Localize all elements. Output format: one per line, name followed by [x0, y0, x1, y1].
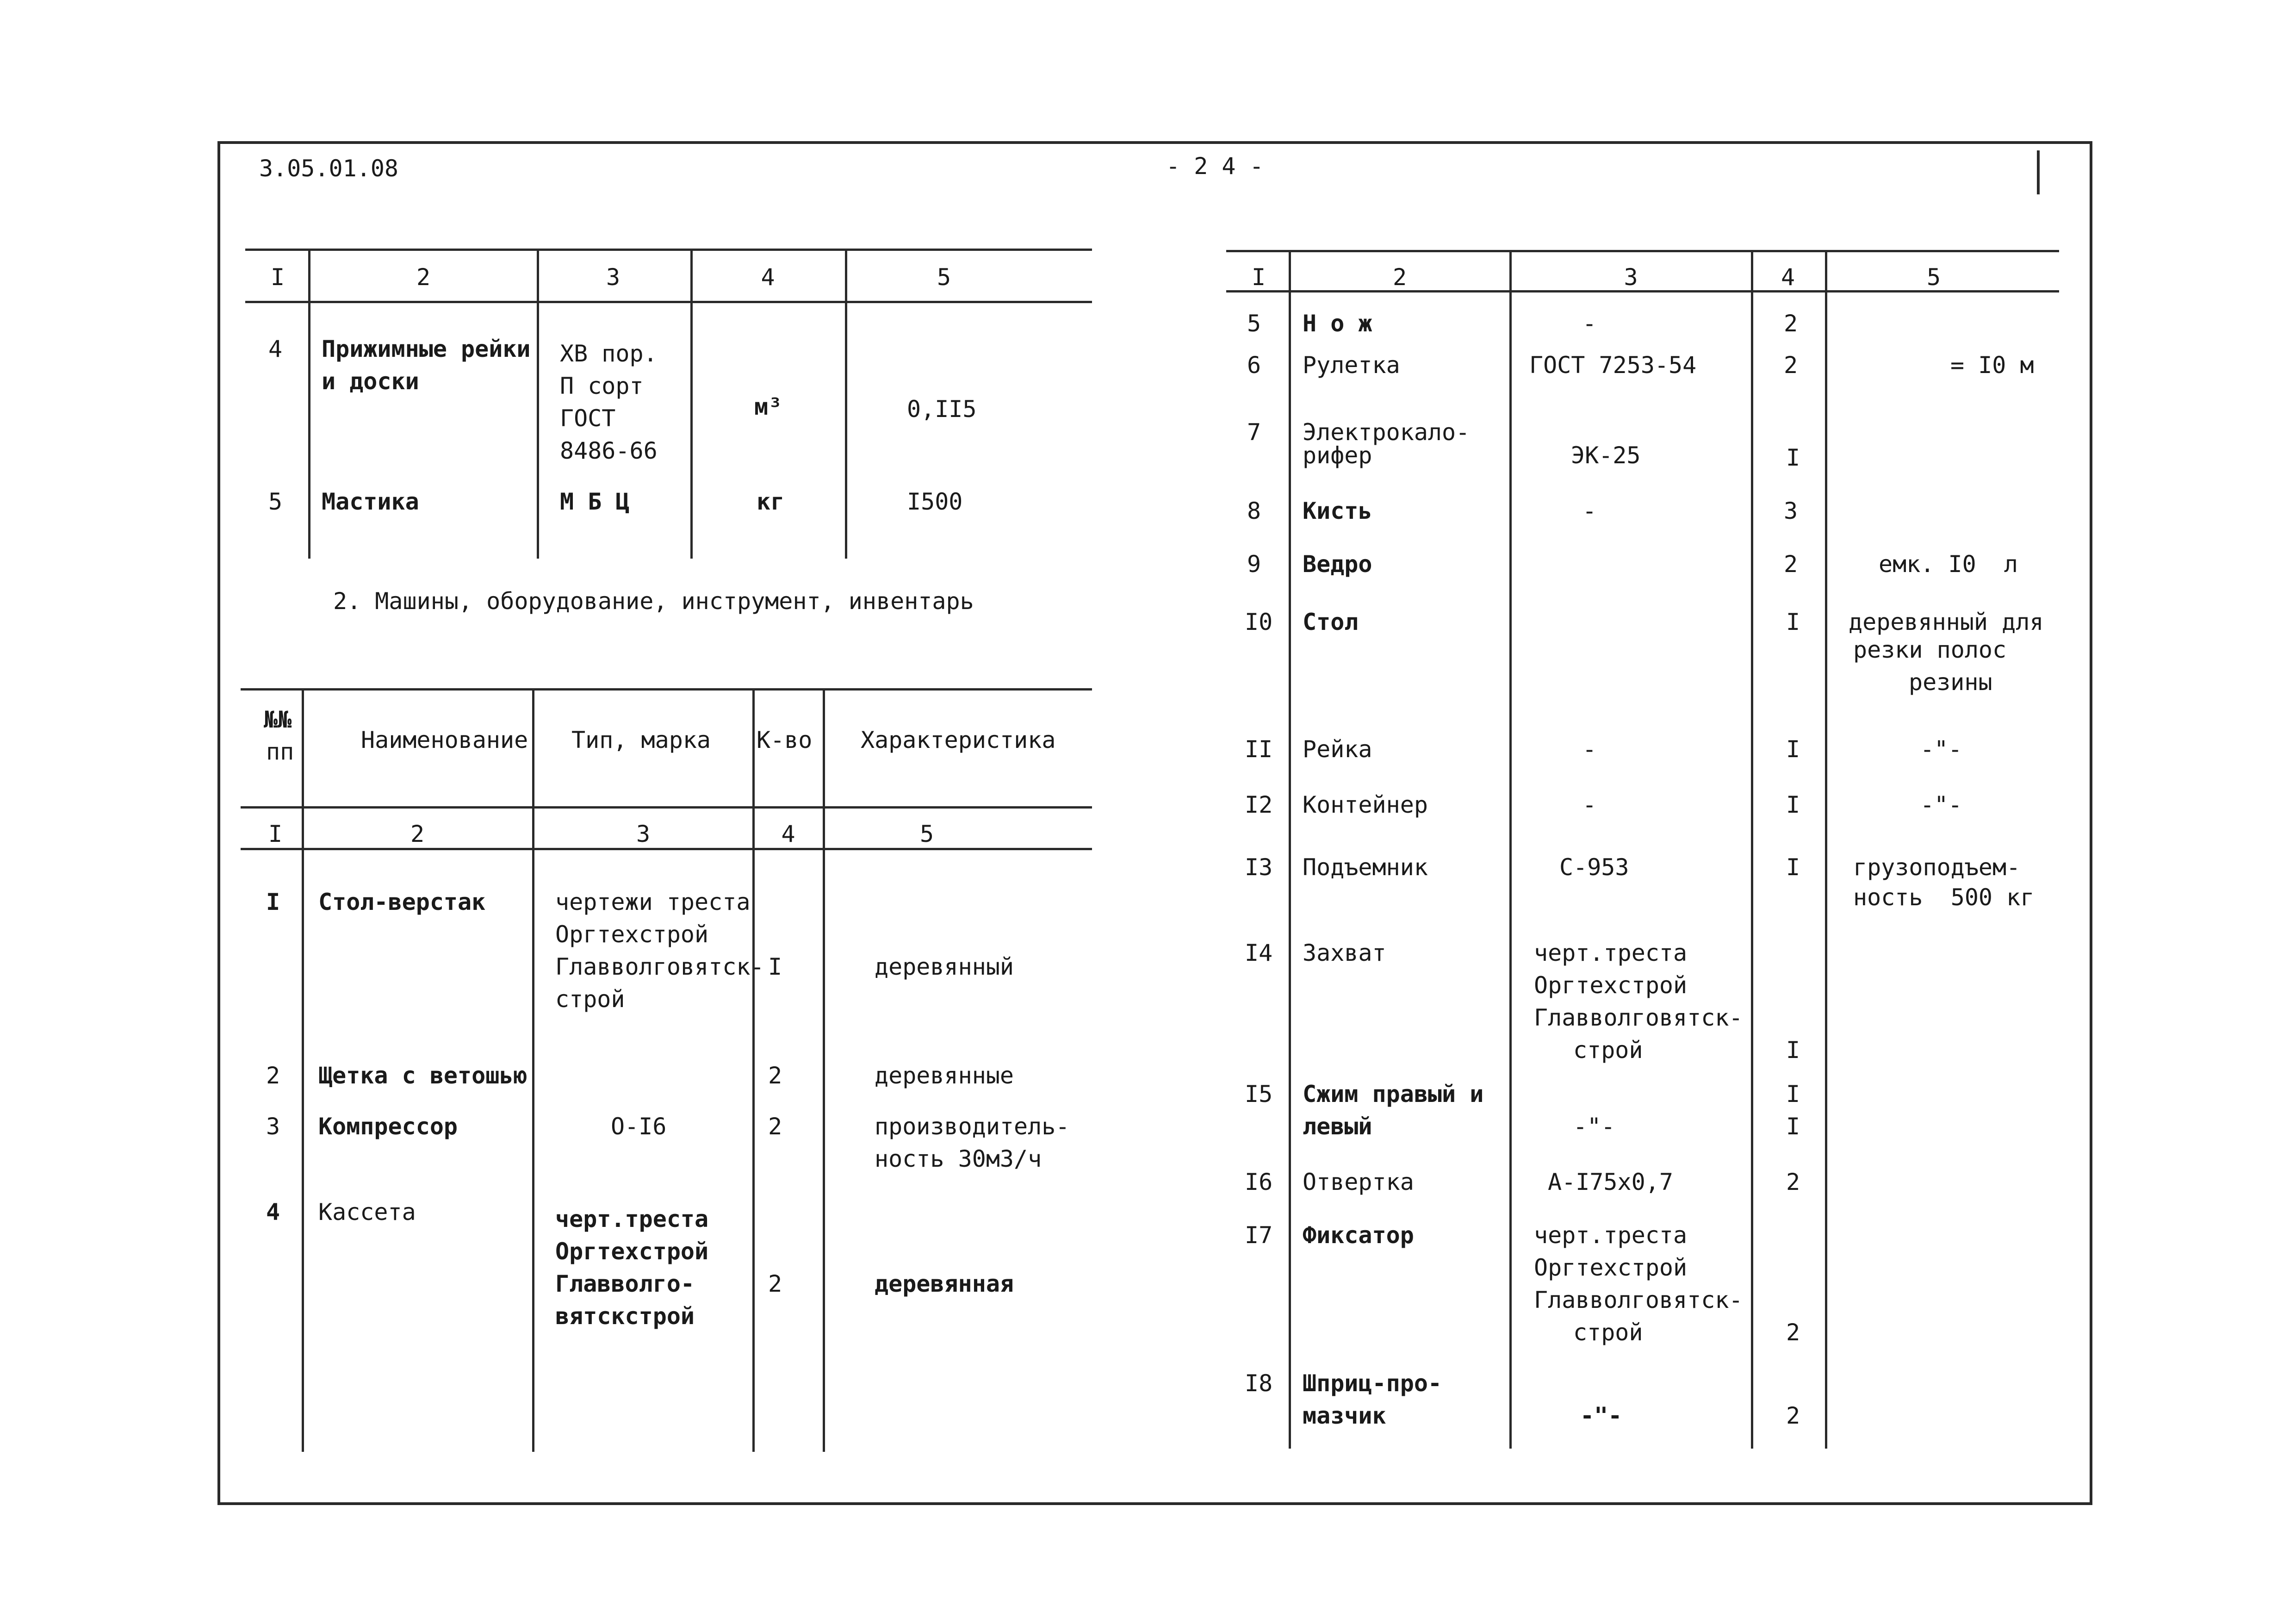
r-col-1: I — [1251, 264, 1266, 291]
r-row-qty: I — [1786, 1113, 1800, 1140]
eq-colnum: 3 — [636, 821, 651, 847]
r-row-num: 7 — [1247, 419, 1261, 446]
r-row-char: резины — [1909, 669, 1992, 696]
r-row-char: емк. I0 л — [1879, 551, 2018, 578]
r-row-type: ЭК-25 — [1571, 442, 1641, 469]
eq-row-qty: 2 — [768, 1270, 782, 1297]
r-row-qty: 2 — [1786, 1169, 1800, 1195]
mat-row-type: ГОСТ — [560, 405, 616, 432]
eq-row-char: ность 30м3/ч — [875, 1145, 1042, 1172]
eq-row-char: производитель- — [875, 1113, 1070, 1140]
eq-row-num: 2 — [266, 1062, 280, 1089]
r-row-type: С-953 — [1559, 854, 1629, 881]
eq-row-char: деревянный — [875, 953, 1014, 980]
r-row-type: А-I75х0,7 — [1548, 1169, 1673, 1195]
mat-row-num: 5 — [268, 488, 283, 515]
eq-colnum: 2 — [410, 821, 425, 847]
r-row-qty: I — [1786, 444, 1800, 471]
eq-row-type: Оргтехстрой — [555, 1238, 709, 1265]
r-col-4: 4 — [1781, 264, 1795, 291]
r-row-qty: I — [1786, 736, 1800, 763]
eq-colnum: 4 — [781, 821, 795, 847]
r-row-qty: 2 — [1786, 1402, 1800, 1429]
page-number: - 2 4 - — [1166, 153, 1264, 180]
mat-row-type: ХВ пор. — [560, 340, 658, 367]
eq-row-qty: 2 — [768, 1062, 782, 1089]
r-row-name: Отвертка — [1303, 1169, 1414, 1195]
eq-row-qty: 2 — [768, 1113, 782, 1140]
corner-mark — [2037, 150, 2040, 194]
mat-row-name: Прижимные рейки — [322, 336, 531, 362]
r-col-5: 5 — [1926, 264, 1941, 291]
r-row-type: Главволговятск- — [1534, 1287, 1743, 1313]
r-row-num: I7 — [1245, 1222, 1273, 1249]
mat-col-4: 4 — [761, 264, 775, 291]
mat-col-1: I — [270, 264, 285, 291]
r-row-type: Оргтехстрой — [1534, 972, 1688, 999]
mat-col-3: 3 — [606, 264, 621, 291]
mat-row-type: М Б Ц — [560, 488, 630, 515]
r-row-name: левый — [1303, 1113, 1372, 1140]
mat-row-unit: м³ — [754, 393, 782, 420]
r-row-name: Н о ж — [1303, 310, 1372, 337]
r-row-type: строй — [1573, 1319, 1643, 1346]
r-row-type: черт.треста — [1534, 940, 1688, 966]
eq-row-type: черт.треста — [555, 1206, 709, 1232]
r-row-qty: 3 — [1784, 498, 1798, 524]
r-col-2: 2 — [1392, 264, 1407, 291]
r-row-name: Подъемник — [1303, 854, 1428, 881]
eq-header-type: Тип, марка — [571, 727, 711, 753]
r-row-num: I0 — [1245, 609, 1273, 635]
r-row-name: Контейнер — [1303, 791, 1428, 818]
r-row-qty: I — [1786, 1081, 1800, 1108]
r-row-type: - — [1582, 791, 1597, 818]
r-row-name: Электрокало- — [1303, 419, 1470, 446]
eq-row-name: Щетка с ветошью — [318, 1062, 527, 1089]
r-row-type: строй — [1573, 1037, 1643, 1064]
r-row-qty: I — [1786, 791, 1800, 818]
mat-row-unit: кг — [757, 488, 785, 515]
r-row-type: -"- — [1580, 1402, 1622, 1429]
r-row-qty: 2 — [1784, 551, 1798, 578]
r-row-name: Рулетка — [1303, 352, 1400, 379]
eq-row-type: О-I6 — [611, 1113, 667, 1140]
r-row-char: -"- — [1920, 791, 1962, 818]
r-row-num: I3 — [1245, 854, 1273, 881]
r-row-type: - — [1582, 736, 1597, 763]
eq-row-qty: I — [768, 953, 782, 980]
r-col-3: 3 — [1624, 264, 1638, 291]
r-row-num: I5 — [1245, 1081, 1273, 1108]
r-row-name: Сжим правый и — [1303, 1081, 1484, 1108]
r-row-type: ГОСТ 7253-54 — [1529, 352, 1697, 379]
r-row-name: Рейка — [1303, 736, 1372, 763]
section-title: 2. Машины, оборудование, инструмент, инвентарь — [333, 588, 974, 615]
mat-row-qty: I500 — [907, 488, 963, 515]
eq-row-num: 4 — [266, 1199, 280, 1226]
r-row-char: резки полос — [1853, 636, 2007, 663]
r-row-qty: 2 — [1786, 1319, 1800, 1346]
r-row-num: I6 — [1245, 1169, 1273, 1195]
r-row-num: 9 — [1247, 551, 1261, 578]
r-row-type: Главволговятск- — [1534, 1004, 1743, 1031]
r-row-num: II — [1245, 736, 1273, 763]
r-row-num: I2 — [1245, 791, 1273, 818]
eq-header-qty: К-во — [757, 727, 813, 753]
r-row-num: 6 — [1247, 352, 1261, 379]
eq-colnum: I — [268, 821, 283, 847]
r-row-char: -"- — [1920, 736, 1962, 763]
r-row-type: черт.треста — [1534, 1222, 1688, 1249]
r-row-num: I8 — [1245, 1370, 1273, 1397]
r-row-char: ность 500 кг — [1853, 884, 2035, 911]
eq-header-num: №№ — [264, 706, 292, 733]
eq-row-char: деревянная — [875, 1270, 1014, 1297]
r-row-char: деревянный для — [1849, 609, 2044, 635]
mat-row-num: 4 — [268, 336, 283, 362]
eq-row-type: Главволго- — [555, 1270, 695, 1297]
r-row-qty: 2 — [1784, 310, 1798, 337]
eq-row-name: Кассета — [318, 1199, 416, 1226]
r-row-name: Кисть — [1303, 498, 1372, 524]
r-row-name: рифер — [1303, 442, 1372, 469]
mat-col-5: 5 — [937, 264, 951, 291]
r-row-type: Оргтехстрой — [1534, 1254, 1688, 1281]
r-row-name: Ведро — [1303, 551, 1372, 578]
mat-col-2: 2 — [416, 264, 431, 291]
eq-row-num: 3 — [266, 1113, 280, 1140]
r-row-name: Захват — [1303, 940, 1386, 966]
eq-row-char: деревянные — [875, 1062, 1014, 1089]
r-row-num: 5 — [1247, 310, 1261, 337]
r-row-num: 8 — [1247, 498, 1261, 524]
mat-row-type: 8486-66 — [560, 437, 658, 464]
eq-header-name: Наименование — [361, 727, 528, 753]
r-row-qty: 2 — [1784, 352, 1798, 379]
r-row-name: Стол — [1303, 609, 1359, 635]
r-row-char: = I0 м — [1950, 352, 2034, 379]
r-row-qty: I — [1786, 854, 1800, 881]
eq-colnum: 5 — [919, 821, 934, 847]
mat-row-name: и доски — [322, 368, 419, 395]
eq-row-type: вятскстрой — [555, 1303, 695, 1330]
eq-row-name: Компрессор — [318, 1113, 458, 1140]
r-row-char: грузоподъем- — [1853, 854, 2021, 881]
doc-code: 3.05.01.08 — [259, 155, 399, 182]
r-row-type: -"- — [1573, 1113, 1615, 1140]
eq-row-name: Стол-верстак — [318, 889, 486, 915]
eq-row-num: I — [266, 889, 280, 915]
mat-row-qty: 0,II5 — [907, 396, 977, 423]
r-row-type: - — [1582, 310, 1597, 337]
eq-row-type: Оргтехстрой — [555, 921, 709, 948]
mat-row-name: Мастика — [322, 488, 419, 515]
eq-header-pp: пп — [266, 738, 294, 765]
r-row-name: мазчик — [1303, 1402, 1386, 1429]
eq-row-type: чертежи треста — [555, 889, 751, 915]
eq-header-char: Характеристика — [861, 727, 1056, 753]
mat-row-type: П сорт — [560, 373, 644, 399]
r-row-name: Фиксатор — [1303, 1222, 1414, 1249]
r-row-qty: I — [1786, 609, 1800, 635]
r-row-name: Шприц-про- — [1303, 1370, 1442, 1397]
eq-row-type: строй — [555, 986, 625, 1013]
r-row-type: - — [1582, 498, 1597, 524]
r-row-num: I4 — [1245, 940, 1273, 966]
r-row-qty: I — [1786, 1037, 1800, 1064]
eq-row-type: Главволговятск- — [555, 953, 764, 980]
